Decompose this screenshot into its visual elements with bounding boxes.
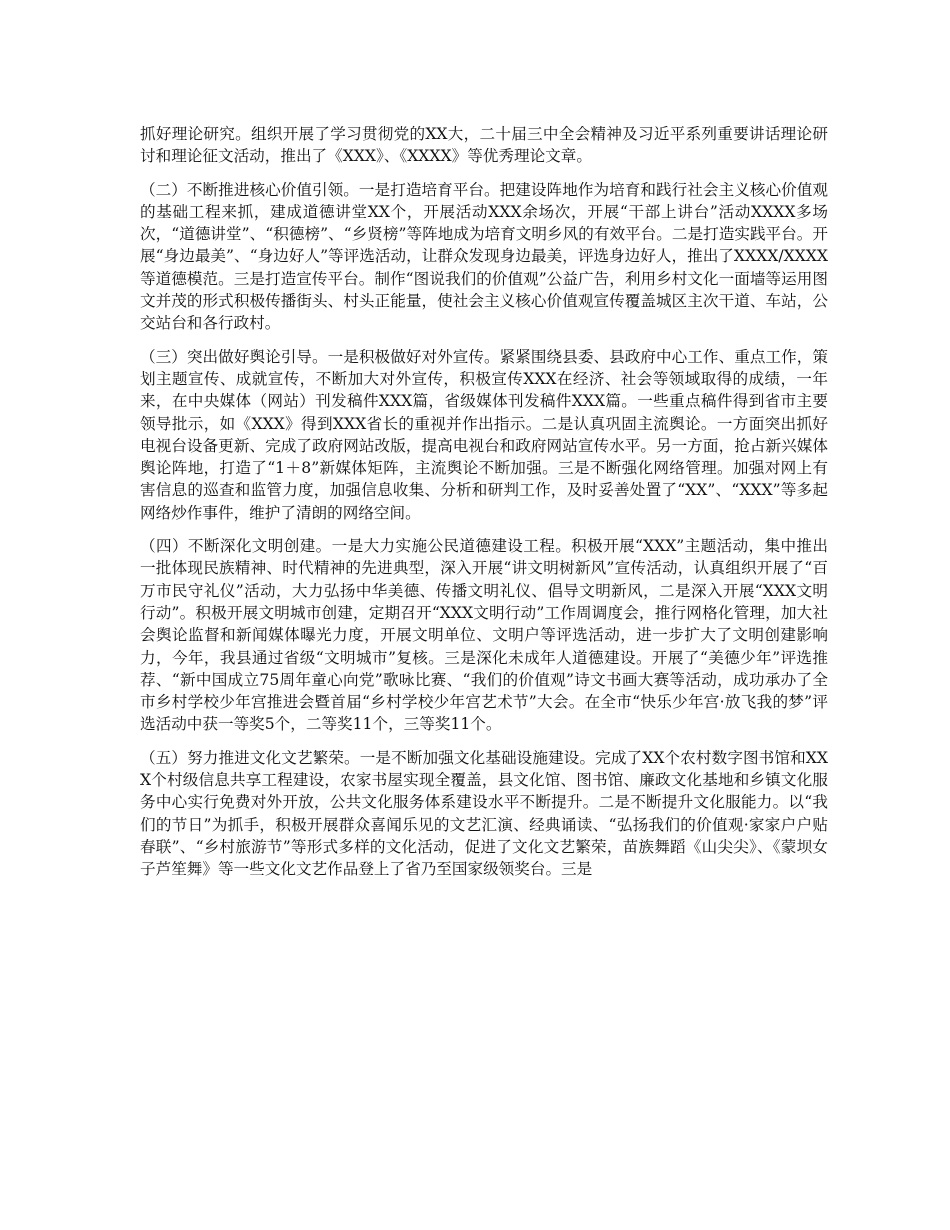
paragraph-theory-research: 抓好理论研究。组织开展了学习贯彻党的XX大，二十届三中全会精神及习近平系列重要讲话理论研讨和理论征文活动，推出了《XXX》、《XXXX》等优秀理论文章。: [140, 125, 828, 166]
paragraph-culture-arts: （五）努力推进文化文艺繁荣。一是不断加强文化基础设施建设。完成了XX个农村数字图书馆和XXX个村级信息共享工程建设，农家书屋实现全覆盖，县文化馆、图书馆、廉政文化基地和乡镇文化服务中心实行免费对外开放，公共文化服务体系建设水平不断提升。二是不断提升文化服能力。以“我们的节日”为抓手，积极开展群众喜闻乐见的文艺汇演、经典诵读、“弘扬我们的价值观·家家户户贴春联”、“乡村旅游节”等形式多样的文化活动，促进了文化文艺繁荣，苗族舞蹈《山尖尖》、《蒙坝女子芦笙舞》等一些文化文艺作品登上了省乃至国家级领奖台。三是: [140, 748, 828, 879]
paragraph-public-opinion: （三）突出做好舆论引导。一是积极做好对外宣传。紧紧围绕县委、县政府中心工作、重点工作，策划主题宣传、成就宣传，不断加大对外宣传，积极宣传XXX在经济、社会等领域取得的成绩，一年来，在中央媒体（网站）刊发稿件XXX篇，省级媒体刊发稿件XXX篇。一些重点稿件得到省市主要领导批示，如《XXX》得到XXX省长的重视并作出指示。二是认真巩固主流舆论。一方面突出抓好电视台设备更新、完成了政府网站改版，提高电视台和政府网站宣传水平。另一方面，抢占新兴媒体舆论阵地，打造了“1＋8”新媒体矩阵，主流舆论不断加强。三是不断强化网络管理。加强对网上有害信息的巡查和监管力度，加强信息收集、分析和研判工作，及时妥善处置了“XX”、“XXX”等多起网络炒作事件，维护了清朗的网络空间。: [140, 347, 828, 522]
document-body: [140, 123, 828, 892]
paragraph-civilization-building: （四）不断深化文明创建。一是大力实施公民道德建设工程。积极开展“XXX”主题活动，集中推出一批体现民族精神、时代精神的先进典型，深入开展“讲文明树新风”宣传活动，认真组织开展了“百万市民守礼仪”活动，大力弘扬中华美德、传播文明礼仪、倡导文明新风，二是深入开展“XXX文明行动”。积极开展文明城市创建，定期召开“XXX文明行动”工作周调度会，推行网格化管理，加大社会舆论监督和新闻媒体曝光力度，开展文明单位、文明户等评选活动，进一步扩大了文明创建影响力，今年，我县通过省级“文明城市”复核。三是深化未成年人道德建设。开展了“美德少年”评选推荐、“新中国成立75周年童心向党”歌咏比赛、“我们的价值观”诗文书画大赛等活动，成功承办了全市乡村学校少年宫推进会暨首届“乡村学校少年宫艺术节”大会。在全市“快乐少年宫·放飞我的梦”评选活动中获一等奖5个，二等奖11个，三等奖11个。: [140, 537, 828, 734]
paragraph-core-values: （二）不断推进核心价值引领。一是打造培育平台。把建设阵地作为培育和践行社会主义核心价值观的基础工程来抓，建成道德讲堂XX个，开展活动XXX余场次，开展“干部上讲台”活动XXXX多场次，“道德讲堂”、“积德榜”、“乡贤榜”等阵地成为培育文明乡风的有效平台。二是打造实践平台。开展“身边最美”、“身边好人”等评选活动，让群众发现身边最美，评选身边好人，推出了XXXX/XXXX等道德模范。三是打造宣传平台。制作“图说我们的价值观”公益广告，利用乡村文化一面墙等运用图文并茂的形式积极传播街头、村头正能量，使社会主义核心价值观宣传覆盖城区主次干道、车站，公交站台和各行政村。: [140, 180, 828, 333]
